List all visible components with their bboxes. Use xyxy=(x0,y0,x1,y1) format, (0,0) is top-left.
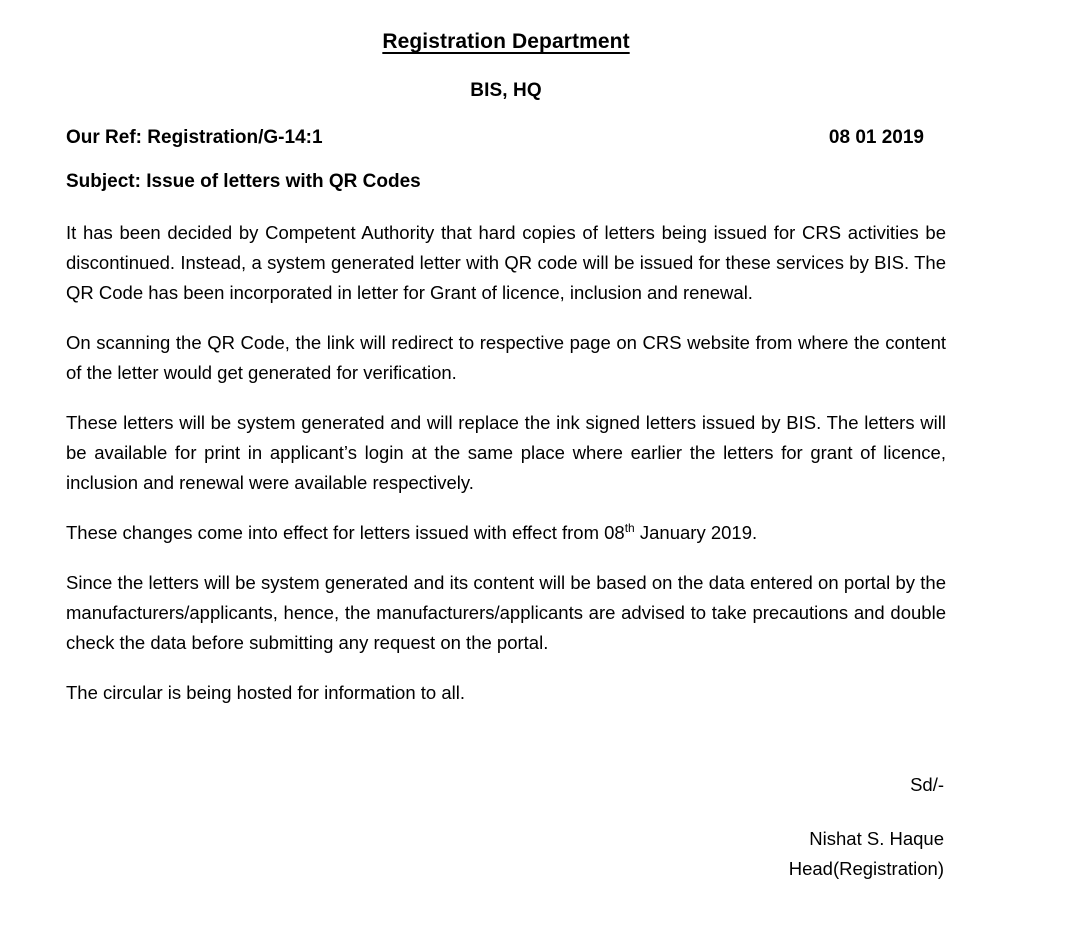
page-subtitle: BIS, HQ xyxy=(470,80,542,101)
document-date: 08 01 2019 xyxy=(828,127,924,148)
body-paragraph-3: These letters will be system generated and will replace the ink signed letters issued by BIS. The letters will be available for print in applicant’s login at the same place where earlier the letters for grant of licence, inclusion and renewal were available respectively. xyxy=(66,412,946,493)
body-paragraph-4: Since the letters will be system generated and its content will be based on the data entered on portal by the manufacturers/applicants, hence, the manufacturers/applicants are advised to take precautions and double check the data before submitting any request on the portal. xyxy=(66,572,946,653)
page-title: Registration Department xyxy=(382,30,630,53)
signatory-name: Nishat S. Haque xyxy=(809,828,944,849)
body-paragraph-2: On scanning the QR Code, the link will redirect to respective page on CRS website from where the content of the letter would get generated for verification. xyxy=(66,332,946,383)
ordinal-suffix: th xyxy=(624,520,635,535)
body-paragraph-effective-date xyxy=(66,498,946,548)
effective-text-before: These changes come into effect for letters issued with effect from 08 xyxy=(66,522,625,543)
signature-sd: Sd/- xyxy=(910,774,944,795)
signature-block xyxy=(66,708,946,884)
subject-line: Subject: Issue of letters with QR Codes xyxy=(66,171,421,192)
body-paragraph-5: The circular is being hosted for information to all. xyxy=(66,682,465,703)
effective-text-after: January 2019. xyxy=(634,522,758,543)
reference-number: Our Ref: Registration/G-14:1 xyxy=(66,127,323,148)
body-paragraph-1: It has been decided by Competent Authority that hard copies of letters being issued for CRS activities be discontinued. Instead, a system generated letter with QR code will be issued for these services by BIS. The QR Code has been incorporated in letter for Grant of licence, inclusion and renewal. xyxy=(66,222,946,303)
reference-row xyxy=(66,102,946,149)
signatory-designation: Head(Registration) xyxy=(788,858,944,879)
